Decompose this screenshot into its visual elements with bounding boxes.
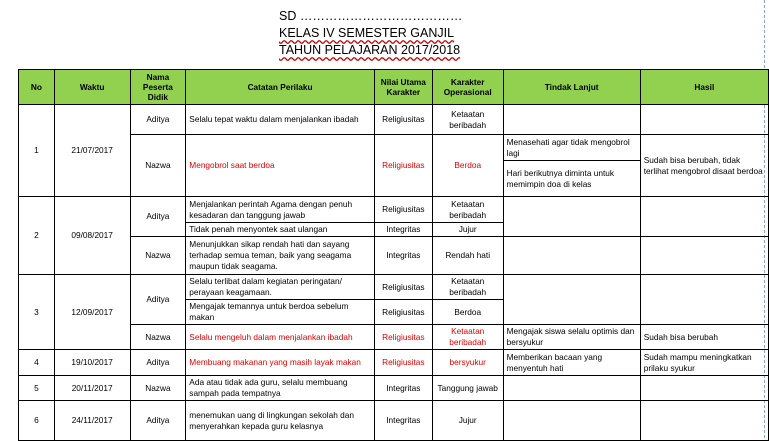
table-row [19,350,769,376]
table-row [19,376,769,401]
class-line: KELAS IV SEMESTER GANJIL [279,26,455,40]
cell-catatan: Selalu terlibat dalam kegiatan peringatan/ perayaan keagamaan. [186,275,375,300]
cell-nama: Aditya [130,350,186,376]
cell-tindak-followup: Hari berikutnya diminta untuk memimpin doa di kelas [503,161,640,197]
table-row [19,275,769,300]
cell-hasil [640,105,768,135]
cell-nilai: Integritas [374,401,432,441]
cell-nilai: Integritas [374,376,432,401]
cell-nama: Nazwa [130,135,186,197]
year-line: TAHUN PELAJARAN 2017/2018 [279,43,461,57]
cell-tindak: Menasehati agar tidak mengobrol lagi [503,135,640,161]
cell-nama: Nazwa [130,376,186,401]
cell-tindak [503,237,640,275]
cell-no: 2 [19,197,55,275]
behavior-table [18,69,769,441]
cell-tindak [503,401,640,441]
cell-nilai: Integritas [374,237,432,275]
school-line: SD ………………………………… [279,9,463,23]
cell-nilai: Religiusitas [374,197,432,223]
cell-nilai: Religiusitas [374,105,432,135]
document-header [279,8,462,59]
cell-karakter: bersyukur [432,350,503,376]
cell-waktu: 20/11/2017 [54,376,130,401]
cell-waktu: 19/10/2017 [54,350,130,376]
cell-hasil [640,237,768,275]
cell-nilai: Religiusitas [374,135,432,197]
cell-no: 3 [19,275,55,350]
col-tindak: Tindak Lanjut [503,70,640,105]
cell-karakter: Jujur [432,401,503,441]
cell-hasil: Sudah bisa berubah, tidak terlihat mengobrol disaat berdoa [640,135,768,197]
cell-nama: Nazwa [130,237,186,275]
cell-catatan: Selalu mengeluh dalam menjalankan ibadah [186,325,375,350]
cell-nama: Aditya [130,275,186,325]
cell-catatan: Mengobrol saat berdoa [186,135,375,197]
table-row [19,135,769,161]
cell-karakter: Rendah hati [432,237,503,275]
cell-nama: Aditya [130,197,186,237]
cell-nilai: Religiusitas [374,325,432,350]
cell-waktu: 24/11/2017 [54,401,130,441]
col-hasil: Hasil [640,70,768,105]
col-no: No [19,70,55,105]
cell-no: 6 [19,401,55,441]
cell-hasil: Sudah mampu meningkatkan prilaku syukur [640,350,768,376]
cell-nama: Nazwa [130,325,186,350]
cell-waktu: 09/08/2017 [54,197,130,275]
cell-catatan: Selalu tepat waktu dalam menjalankan ibadah [186,105,375,135]
col-waktu: Waktu [54,70,130,105]
cell-karakter: Ketaatan beribadah [432,197,503,223]
cell-nilai: Religiusitas [374,350,432,376]
cell-karakter: Ketaatan beribadah [432,325,503,350]
table-row [19,325,769,350]
col-catatan: Catatan Perilaku [186,70,375,105]
cell-catatan: Tidak penah menyontek saat ulangan [186,223,375,237]
col-karakter: Karakter Operasional [432,70,503,105]
cell-tindak [503,105,640,135]
cell-karakter: Berdoa [432,135,503,197]
cell-nilai: Integritas [374,223,432,237]
cell-tindak [503,197,640,237]
cell-no: 5 [19,376,55,401]
cell-catatan: Membuang makanan yang masih layak makan [186,350,375,376]
cell-tindak [503,376,640,401]
table-row [19,401,769,441]
table-header-row [19,70,769,105]
cell-catatan: Ada atau tidak ada guru, selalu membuang sampah pada tempatnya [186,376,375,401]
cell-catatan: Menjalankan perintah Agama dengan penuh kesadaran dan tanggung jawab [186,197,375,223]
cell-karakter: Jujur [432,223,503,237]
cell-tindak: Memberikan bacaan yang menyentuh hati [503,350,640,376]
cell-hasil [640,275,768,325]
cell-hasil [640,376,768,401]
table-row [19,197,769,223]
cell-tindak [503,275,640,325]
cell-nama: Aditya [130,105,186,135]
cell-catatan: Menunjukkan sikap rendah hati dan sayang terhadap semua teman, baik yang seagama maupun tidak seagama. [186,237,375,275]
cell-nilai: Religiusitas [374,300,432,325]
cell-waktu: 21/07/2017 [54,105,130,197]
cell-karakter: Ketaatan beribadah [432,105,503,135]
cell-no: 4 [19,350,55,376]
cell-karakter: Ketaatan beribadah [432,275,503,300]
cell-catatan: Mengajak temannya untuk berdoa sebelum makan [186,300,375,325]
col-nama: Nama Peserta Didik [130,70,186,105]
cell-no: 1 [19,105,55,197]
cell-karakter: Tanggung jawab [432,376,503,401]
cell-catatan: menemukan uang di lingkungan sekolah dan menyerahkan kepada guru kelasnya [186,401,375,441]
table-row [19,105,769,135]
col-nilai: Nilai Utama Karakter [374,70,432,105]
table-row [19,237,769,275]
cell-waktu: 12/09/2017 [54,275,130,350]
cell-nilai: Religiusitas [374,275,432,300]
cell-nama: Aditya [130,401,186,441]
cell-karakter: Berdoa [432,300,503,325]
cell-hasil [640,197,768,237]
cell-hasil [640,401,768,441]
cell-hasil: Sudah bisa berubah [640,325,768,350]
cell-tindak: Mengajak siswa selalu optimis dan bersyukur [503,325,640,350]
